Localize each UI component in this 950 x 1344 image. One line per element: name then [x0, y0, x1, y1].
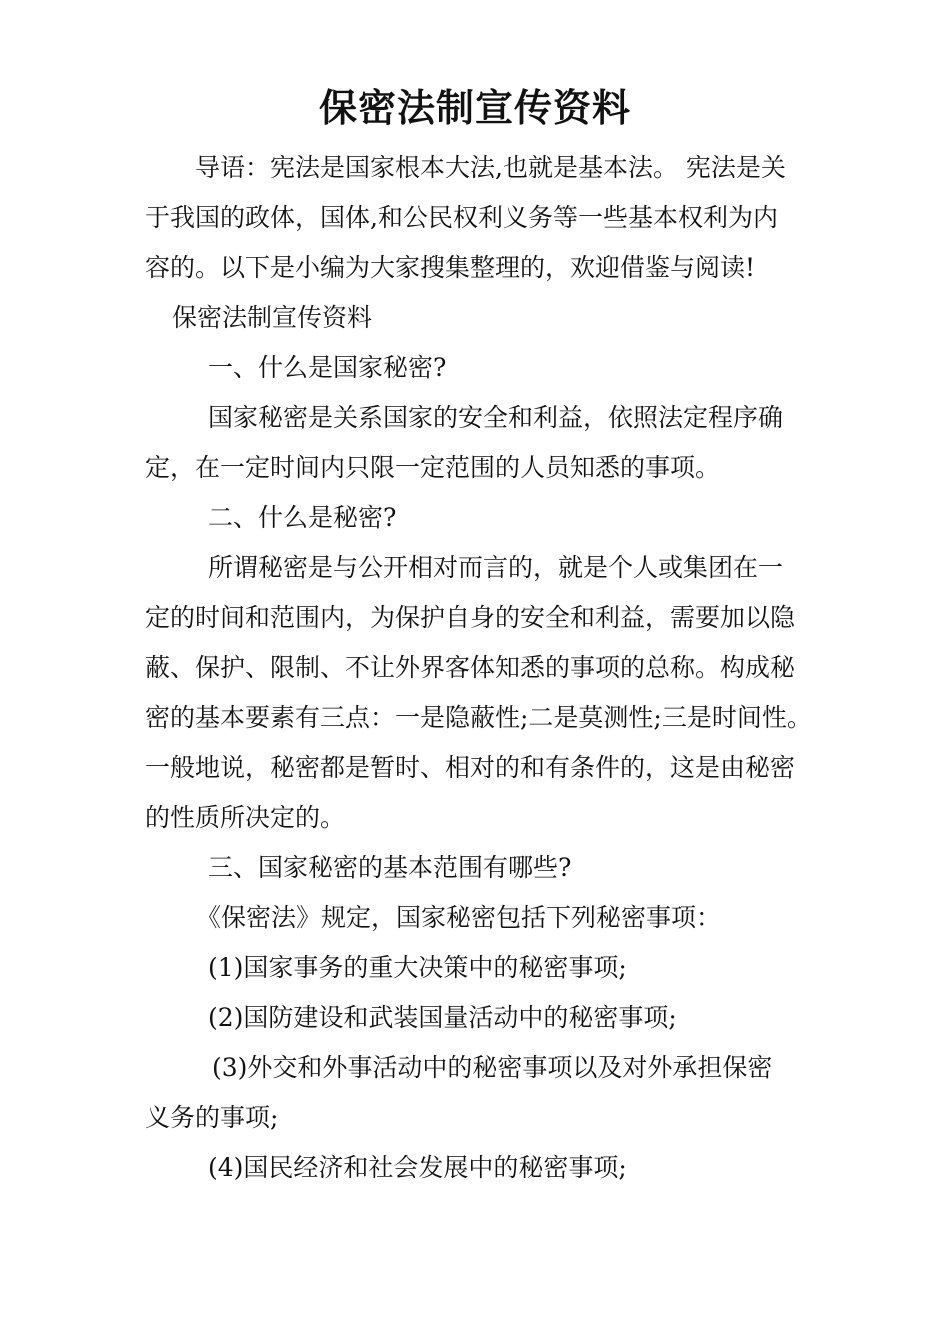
- list-item-3-line-1: (3)外交和外事活动中的秘密事项以及对外承担保密: [212, 1053, 773, 1082]
- answer-2-line-4: 密的基本要素有三点：一是隐蔽性;二是莫测性;三是时间性。: [145, 703, 812, 732]
- answer-2-line-5: 一般地说，秘密都是暂时、相对的和有条件的，这是由秘密: [145, 753, 796, 782]
- question-2-heading: 二、什么是秘密?: [208, 503, 397, 532]
- question-1-heading: 一、什么是国家秘密?: [208, 353, 447, 382]
- list-item-1: (1)国家事务的重大决策中的秘密事项;: [208, 953, 627, 982]
- answer-1-line-1: 国家秘密是关系国家的安全和利益，依照法定程序确: [208, 403, 784, 432]
- answer-2-line-6: 的性质所决定的。: [145, 803, 346, 832]
- list-item-2: (2)国防建设和武装国量活动中的秘密事项;: [208, 1003, 677, 1032]
- answer-2-line-2: 定的时间和范围内，为保护自身的安全和利益，需要加以隐: [145, 603, 796, 632]
- document-title: 保密法制宣传资料: [318, 85, 631, 130]
- intro-line-3: 容的。以下是小编为大家搜集整理的，欢迎借鉴与阅读!: [145, 253, 756, 282]
- intro-line-2: 于我国的政体，国体,和公民权利义务等一些基本权利为内: [145, 203, 778, 232]
- answer-2-line-1: 所谓秘密是与公开相对而言的，就是个人或集团在一: [208, 553, 784, 582]
- list-item-4: (4)国民经济和社会发展中的秘密事项;: [208, 1153, 627, 1182]
- answer-1-line-2: 定，在一定时间内只限一定范围的人员知悉的事项。: [145, 453, 721, 482]
- answer-2-line-3: 蔽、保护、限制、不让外界客体知悉的事项的总称。构成秘: [145, 653, 796, 682]
- question-3-heading: 三、国家秘密的基本范围有哪些?: [208, 853, 572, 882]
- intro-line-1: 导语：宪法是国家根本大法,也就是基本法。 宪法是关: [195, 153, 786, 182]
- section-heading: 保密法制宣传资料: [172, 303, 373, 332]
- list-item-3-line-2: 义务的事项;: [145, 1103, 279, 1132]
- answer-3-intro: 《保密法》规定，国家秘密包括下列秘密事项：: [196, 903, 722, 932]
